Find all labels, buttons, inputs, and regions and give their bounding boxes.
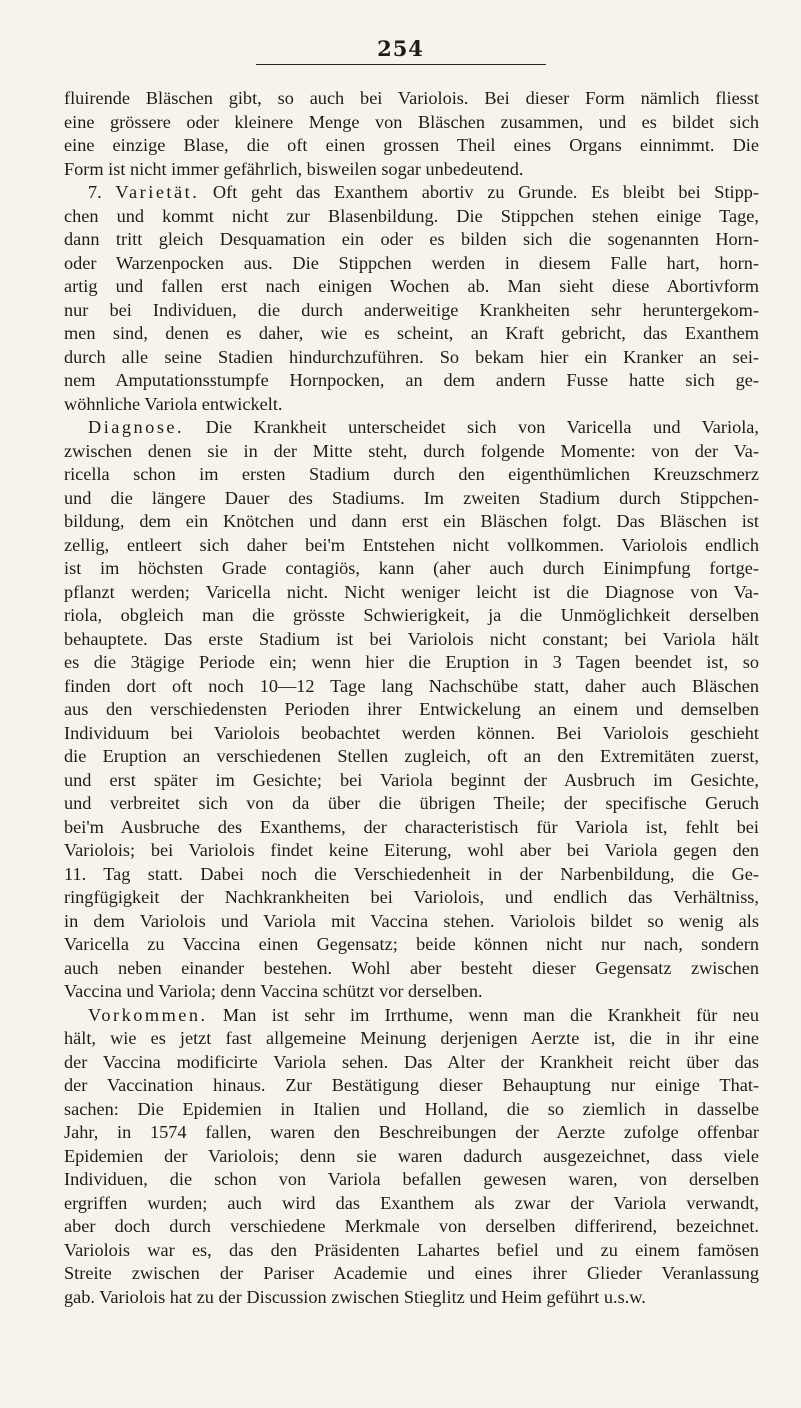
text-line: Variolois war es, das den Präsidenten Lahartes befiel und zu einem famösen [64, 1239, 759, 1260]
text-line: Streite zwischen der Pariser Academie und eines ihrer Glieder Veranlassung [64, 1263, 759, 1283]
text-line: Individuum bei Variolois beobachtet werden können. Bei Variolois geschieht [64, 722, 759, 743]
line-text: Die Krankheit unterscheidet sich von Varicella und Variola, [184, 417, 759, 437]
text-line: nem Amputationsstumpfe Hornpocken, an dem andern Fusse hatte sich ge- [64, 370, 759, 390]
section-number: 7. [88, 182, 102, 202]
text-line: finden dort oft noch 10—12 Tage lang Nachschübe statt, daher auch Bläschen [64, 675, 759, 696]
text-line: dann tritt gleich Desquamation ein oder es bilden sich die sogenannten Horn- [64, 229, 759, 249]
section-heading: Vorkommen. [88, 1004, 208, 1025]
paragraph [64, 1004, 759, 1310]
text-line: 11. Tag statt. Dabei noch die Verschiedenheit in der Narbenbildung, die Ge- [64, 863, 759, 884]
text-line: sachen: Die Epidemien in Italien und Holland, die so ziemlich in dasselbe [64, 1098, 759, 1119]
text-line: eine einzige Blase, die oft einen grossen Theil eines Organs einnimmt. Die [64, 135, 759, 155]
text-line: ricella schon im ersten Stadium durch den eigenthümlichen Kreuzschmerz [64, 464, 759, 484]
text-line: men sind, denen es daher, wie es scheint, an Kraft gebricht, das Exanthem [64, 323, 759, 343]
text-line: aber doch durch verschiedene Merkmale von derselben differirend, bezeichnet. [64, 1216, 759, 1236]
text-line: zellig, entleert sich daher bei'm Entstehen nicht vollkommen. Variolois endlich [64, 534, 759, 555]
text-line: Variolois; bei Variolois findet keine Eiterung, wohl aber bei Variola gegen den [64, 840, 759, 860]
text-line: durch alle seine Stadien hindurchzuführen. So bekam hier ein Kranker an sei- [64, 346, 759, 367]
text-line: und verbreitet sich von da über die übrigen Theile; der specifische Geruch [64, 793, 759, 813]
text-line: es die 3tägige Periode ein; wenn hier die Eruption in 3 Tagen beendet ist, so [64, 652, 759, 672]
text-line [64, 416, 759, 440]
text-line: und erst später im Gesichte; bei Variola beginnt der Ausbruch im Gesichte, [64, 769, 759, 790]
text-line: eine grössere oder kleinere Menge von Bläschen zusammen, und es bildet sich [64, 111, 759, 132]
text-line: auch neben einander bestehen. Wohl aber besteht dieser Gegensatz zwischen [64, 957, 759, 978]
text-line: behauptete. Das erste Stadium ist bei Variolois nicht constant; bei Variola hält [64, 628, 759, 649]
text-line: die Eruption an verschiedenen Stellen zugleich, oft an den Extremitäten zuerst, [64, 746, 759, 766]
text-line [64, 1004, 759, 1028]
section-heading: Diagnose. [88, 417, 185, 437]
body-text [64, 87, 759, 1309]
text-line: fluirende Bläschen gibt, so auch bei Variolois. Bei dieser Form nämlich fliesst [64, 88, 759, 108]
text-line: in dem Variolois und Variola mit Vaccina stehen. Variolois bildet so wenig als [64, 910, 759, 931]
text-line: oder Warzenpocken aus. Die Stippchen werden in diesem Falle hart, horn- [64, 252, 759, 273]
text-line: Varicella zu Vaccina einen Gegensatz; beide können nicht nur nach, sondern [64, 934, 759, 954]
text-line: bei'm Ausbruche des Exanthems, der characteristisch für Variola ist, fehlt bei [64, 816, 759, 837]
text-line: aus den verschiedensten Perioden ihrer Entwickelung an einem und demselben [64, 699, 759, 719]
text-line: der Vaccination hinaus. Zur Bestätigung dieser Behauptung nur einige That- [64, 1075, 759, 1095]
paragraph [64, 181, 759, 416]
paragraph [64, 416, 759, 1004]
header-rule [256, 64, 546, 65]
text-line: pflanzt werden; Varicella nicht. Nicht weniger leicht ist die Diagnose von Va- [64, 581, 759, 602]
section-heading: Varietät. [115, 182, 200, 202]
text-line: chen und kommt nicht zur Blasenbildung. Die Stippchen stehen einige Tage, [64, 205, 759, 226]
text-line: ergriffen wurden; auch wird das Exanthem als zwar der Variola verwandt, [64, 1192, 759, 1213]
text-line: wöhnliche Variola entwickelt. [64, 393, 283, 414]
text-line: gab. Variolois hat zu der Discussion zwischen Stieglitz und Heim geführt u.s.w. [64, 1286, 646, 1307]
page-number: 254 [377, 36, 424, 61]
text-line: nur bei Individuen, die durch anderweitige Krankheiten sehr heruntergekom- [64, 299, 759, 320]
text-line: Form ist nicht immer gefährlich, bisweilen sogar unbedeutend. [64, 158, 524, 179]
text-line: und die längere Dauer des Stadiums. Im zweiten Stadium durch Stippchen- [64, 487, 759, 508]
text-line: artig und fallen erst nach einigen Wochen ab. Man sieht diese Abortivform [64, 276, 759, 296]
text-line: der Vaccina modificirte Variola sehen. Das Alter der Krankheit reicht über das [64, 1051, 759, 1072]
text-line: riola, obgleich man die grösste Schwierigkeit, ja die Unmöglichkeit derselben [64, 605, 759, 625]
text-line: ist im höchsten Grade contagiös, kann (aher auch durch Einimpfung fortge- [64, 558, 759, 578]
text-line: zwischen denen sie in der Mitte steht, durch folgende Momente: von der Va- [64, 440, 759, 461]
text-line: ringfügigkeit der Nachkrankheiten bei Variolois, und endlich das Verhältniss, [64, 887, 759, 907]
text-line: Vaccina und Variola; denn Vaccina schützt vor derselben. [64, 981, 483, 1001]
line-text: Man ist sehr im Irrthume, wenn man die Krankheit für neu [207, 1004, 759, 1025]
text-line: Jahr, in 1574 fallen, waren den Beschreibungen der Aerzte zufolge offenbar [64, 1122, 759, 1142]
text-line: Individuen, die schon von Variola befallen gewesen waren, von derselben [64, 1169, 759, 1189]
text-line: Epidemien der Variolois; denn sie waren dadurch ausgezeichnet, dass viele [64, 1145, 759, 1166]
text-line: hält, wie es jetzt fast allgemeine Meinung derjenigen Aerzte ist, die in ihr eine [64, 1028, 759, 1048]
line-text: Oft geht das Exanthem abortiv zu Grunde. Es bleibt bei Stipp- [199, 182, 759, 202]
text-line: bildung, dem ein Knötchen und dann erst ein Bläschen folgt. Das Bläschen ist [64, 511, 759, 531]
text-line [64, 181, 759, 205]
paragraph [64, 87, 759, 181]
